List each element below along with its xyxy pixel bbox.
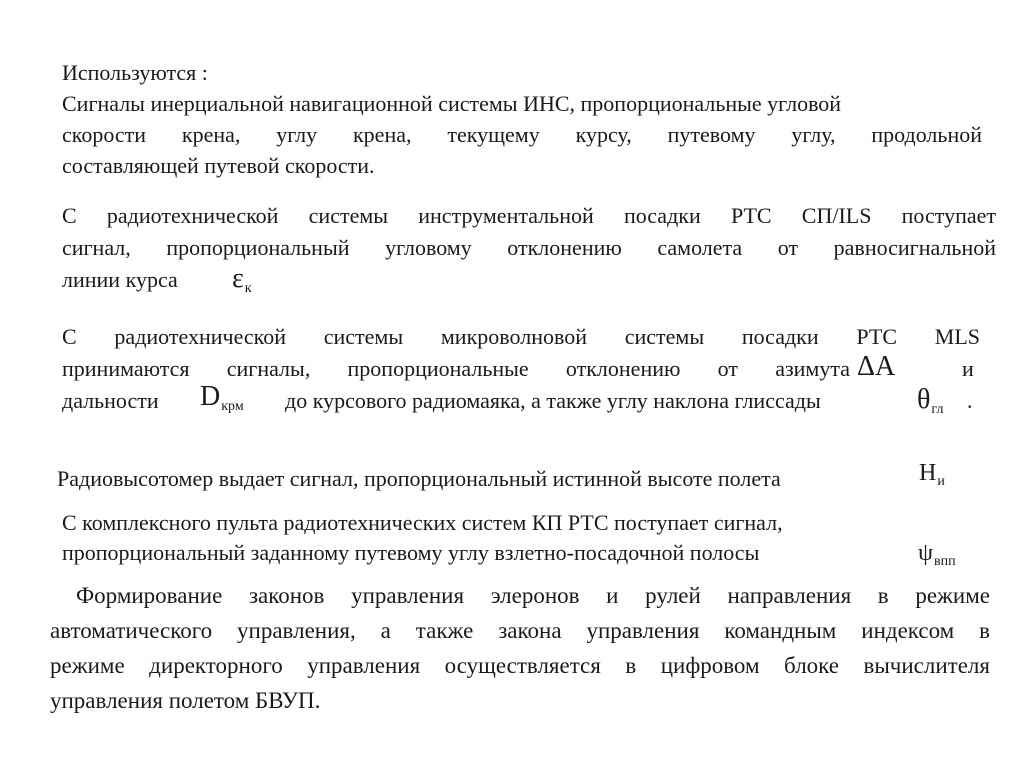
theta-symbol: θ bbox=[917, 384, 931, 415]
mls-line-3-start: дальности bbox=[62, 388, 159, 413]
bvup-line-1: Формирование законов управления элеронов и рулей направления в режиме bbox=[76, 583, 990, 608]
ins-line-1: Сигналы инерциальной навигационной системы ИНС, пропорциональные угловой bbox=[62, 91, 842, 116]
mls-line-2-end: и bbox=[962, 356, 974, 381]
bvup-line-2: автоматического управления, а также закона управления командным индексом в bbox=[50, 618, 990, 643]
kp-line-1: С комплексного пульта радиотехнических систем КП РТС поступает сигнал, bbox=[62, 510, 783, 535]
ils-paragraph bbox=[62, 203, 996, 298]
signals-ins-paragraph bbox=[62, 60, 982, 185]
course-deviation-symbol bbox=[232, 263, 252, 297]
ins-line-3: составляющей путевой скорости. bbox=[62, 153, 375, 178]
mls-paragraph bbox=[62, 324, 980, 424]
theta-subscript: гл bbox=[931, 402, 944, 417]
psi-subscript: впп bbox=[934, 554, 956, 569]
bvup-line-3: режиме директорного управления осуществляется в цифровом блоке вычислителя bbox=[50, 653, 990, 678]
delta-a-symbol: ΔA bbox=[857, 351, 896, 382]
epsilon-symbol: ε bbox=[232, 263, 244, 294]
epsilon-subscript: к bbox=[244, 281, 252, 296]
glide-symbol bbox=[917, 384, 943, 418]
kp-rts-paragraph bbox=[62, 510, 972, 574]
bvup-paragraph bbox=[50, 583, 990, 723]
h-symbol: H bbox=[919, 460, 937, 486]
mls-line-2: принимаются сигналы, пропорциональные отклонению от азимута bbox=[62, 356, 850, 381]
mls-line-3-end: . bbox=[967, 388, 973, 413]
used-heading: Используются : bbox=[62, 60, 208, 85]
d-subscript: крм bbox=[221, 399, 244, 414]
runway-angle-symbol bbox=[918, 540, 956, 570]
h-subscript: и bbox=[937, 474, 945, 489]
ins-line-2: скорости крена, углу крена, текущему курсу, путевому углу, продольной bbox=[62, 122, 982, 147]
range-symbol bbox=[200, 381, 244, 415]
azimuth-symbol bbox=[857, 351, 895, 383]
altimeter-line: Радиовысотомер выдает сигнал, пропорциональный истинной высоте полета bbox=[57, 466, 781, 491]
height-symbol bbox=[919, 460, 945, 490]
bvup-line-4: управления полетом БВУП. bbox=[50, 688, 321, 713]
ils-line-3: линии курса bbox=[62, 267, 178, 292]
ils-line-2: сигнал, пропорциональный угловому отклонению самолета от равносигнальной bbox=[62, 235, 996, 260]
mls-line-1: С радиотехнической системы микроволновой системы посадки РТС MLS bbox=[62, 324, 980, 349]
radio-altimeter-paragraph bbox=[57, 460, 977, 498]
d-symbol: D bbox=[200, 381, 221, 412]
mls-line-3-middle: до курсового радиомаяка, а также углу наклона глиссады bbox=[285, 388, 821, 413]
ils-line-1: С радиотехнической системы инструментальной посадки РТС СП/ILS поступает bbox=[62, 203, 996, 228]
psi-symbol: ψ bbox=[918, 540, 934, 566]
kp-line-2: пропорциональный заданному путевому углу взлетно-посадочной полосы bbox=[62, 540, 760, 565]
